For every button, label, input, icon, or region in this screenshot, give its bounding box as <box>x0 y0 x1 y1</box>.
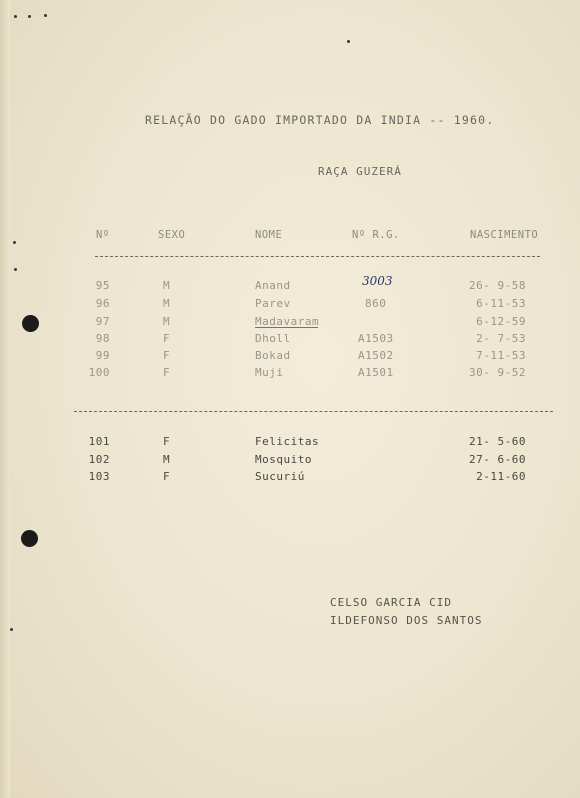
cell-sex: M <box>163 297 171 310</box>
header-name: NOME <box>255 229 283 241</box>
cell-number: 100 <box>88 366 110 379</box>
cell-sex: M <box>163 453 171 466</box>
cell-rg: A1503 <box>358 332 394 345</box>
speck <box>347 40 350 43</box>
cell-sex: M <box>163 279 171 292</box>
speck <box>44 14 47 17</box>
punch-hole-bottom <box>21 530 38 547</box>
cell-number: 102 <box>88 453 110 466</box>
cell-number: 98 <box>95 332 110 345</box>
cell-name: Sucuriú <box>255 470 305 483</box>
cell-name: Anand <box>255 279 291 292</box>
cell-name: Mosquito <box>255 453 312 466</box>
header-sex: SEXO <box>158 229 186 241</box>
header-number: Nº <box>96 229 110 241</box>
punch-hole-top <box>22 315 39 332</box>
cell-name: Felicitas <box>255 435 320 448</box>
cell-sex: F <box>163 470 171 483</box>
cell-birth: 6-11-53 <box>476 297 526 310</box>
cell-rg: A1501 <box>358 366 394 379</box>
cell-birth: 30- 9-52 <box>469 366 526 379</box>
cell-birth: 7-11-53 <box>476 349 526 362</box>
header-rule <box>95 256 540 257</box>
cell-sex: F <box>163 332 171 345</box>
speck <box>14 268 17 271</box>
cell-number: 101 <box>88 435 110 448</box>
cell-sex: M <box>163 315 171 328</box>
cell-number: 99 <box>95 349 110 362</box>
cell-number: 103 <box>88 470 110 483</box>
cell-name: Bokad <box>255 349 291 362</box>
cell-number: 97 <box>95 315 110 328</box>
signature-line-2: ILDEFONSO DOS SANTOS <box>330 614 483 627</box>
red-underline <box>255 327 318 328</box>
speck <box>28 15 31 18</box>
cell-rg: 860 <box>365 297 387 310</box>
cell-name: Parev <box>255 297 291 310</box>
cell-birth: 6-12-59 <box>476 315 526 328</box>
cell-name: Muji <box>255 366 284 379</box>
speck <box>14 15 17 18</box>
cell-rg: A1502 <box>358 349 394 362</box>
cell-birth: 27- 6-60 <box>469 453 526 466</box>
document-subtitle: RAÇA GUZERÁ <box>318 165 402 178</box>
section-rule <box>74 411 553 412</box>
cell-number: 95 <box>95 279 110 292</box>
cell-number: 96 <box>95 297 110 310</box>
cell-name: Madavaram <box>255 315 320 328</box>
cell-sex: F <box>163 435 171 448</box>
speck <box>13 241 16 244</box>
header-rg: Nº R.G. <box>352 229 400 241</box>
cell-birth: 26- 9-58 <box>469 279 526 292</box>
speck <box>10 628 13 631</box>
cell-sex: F <box>163 366 171 379</box>
cell-birth: 2-11-60 <box>476 470 526 483</box>
handwritten-rg: 3003 <box>362 274 393 288</box>
cell-name: Dholl <box>255 332 291 345</box>
cell-birth: 2- 7-53 <box>476 332 526 345</box>
cell-birth: 21- 5-60 <box>469 435 526 448</box>
document-title: RELAÇÃO DO GADO IMPORTADO DA INDIA -- 1960. <box>145 113 495 127</box>
header-birth: NASCIMENTO <box>470 229 539 241</box>
signature-line-1: CELSO GARCIA CID <box>330 596 452 609</box>
page-edge-shadow <box>0 0 10 798</box>
cell-sex: F <box>163 349 171 362</box>
